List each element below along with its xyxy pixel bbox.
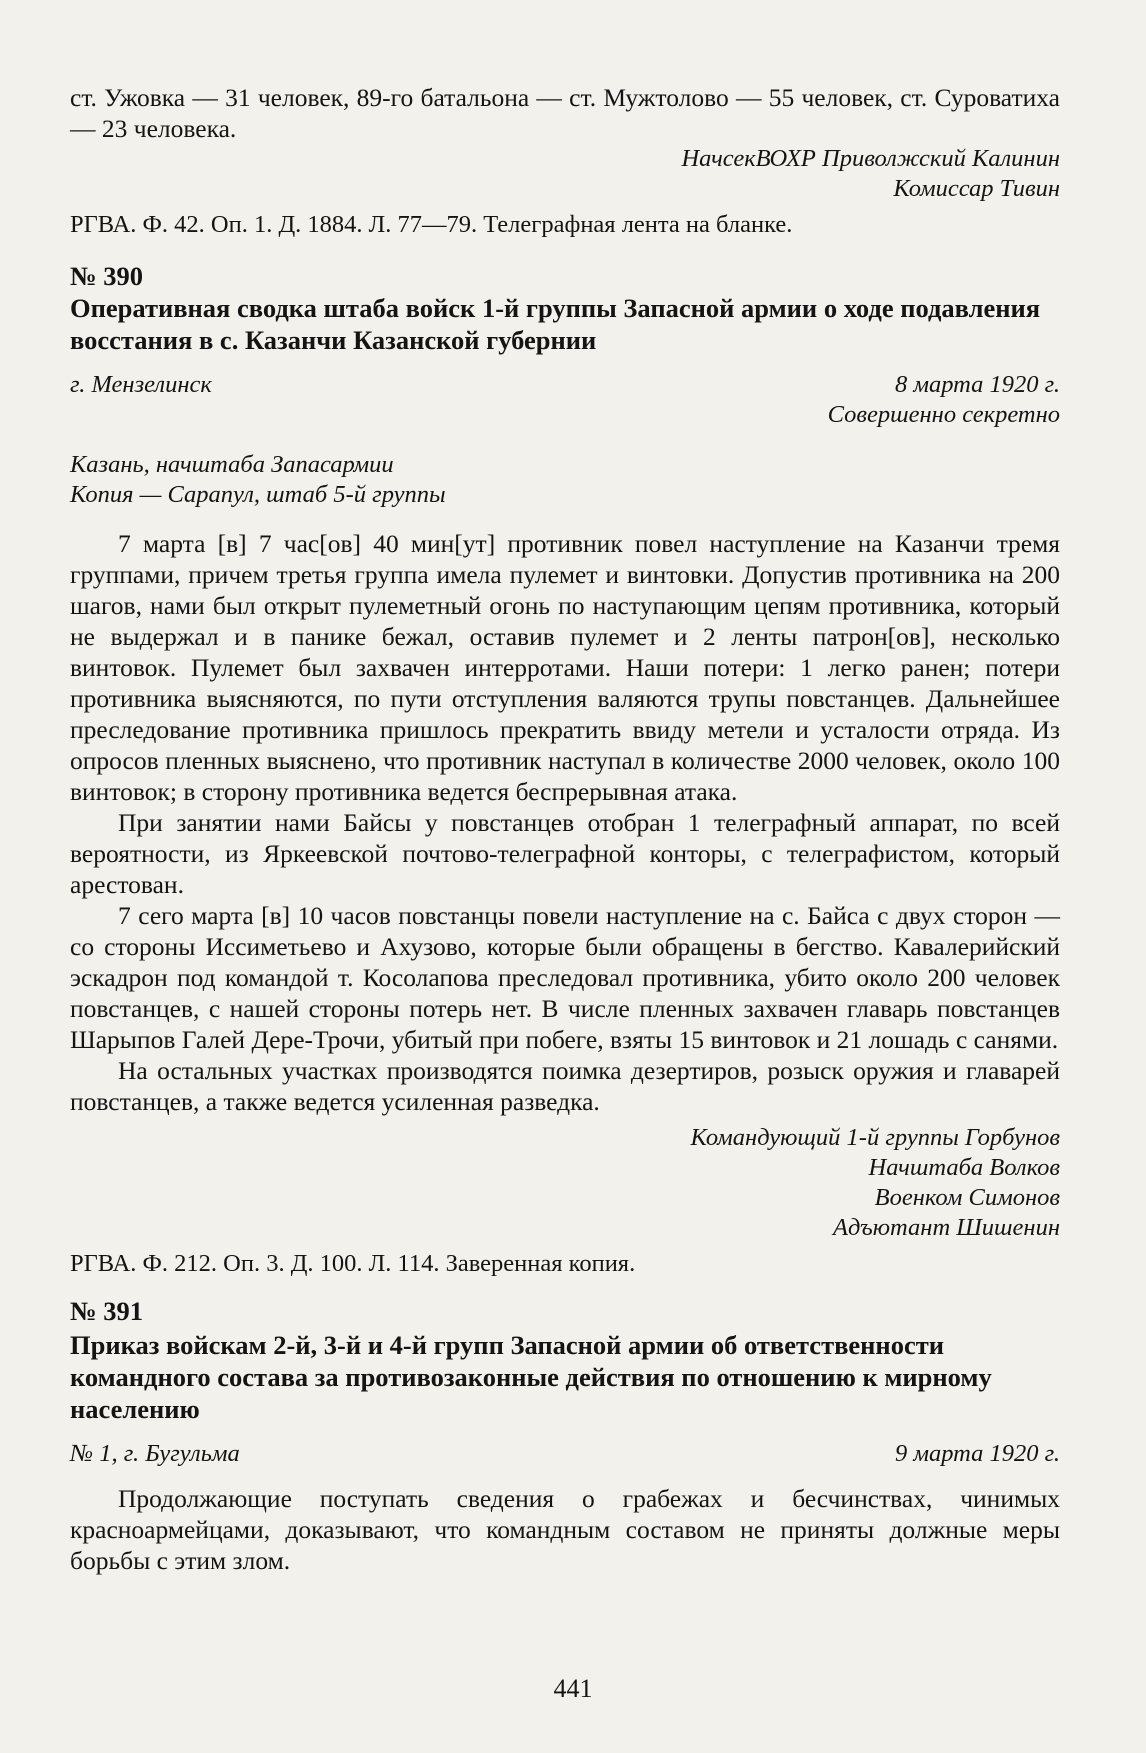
doc391-date: 9 марта 1920 г. — [894, 1440, 1060, 1467]
doc390-signature: Адъютант Шишенин — [833, 1214, 1060, 1241]
doc390-paragraph: На остальных участках производятся поимка дезертиров, розыск оружия и главарей повстанцев, а также ведется усиленная разведка. — [70, 1056, 1060, 1116]
doc390-archive-ref: РГВА. Ф. 212. Оп. 3. Д. 100. Л. 114. Заверенная копия. — [70, 1250, 636, 1277]
doc389-tail-text: ст. Ужовка — 31 человек, 89-го батальона — ст. Мужтолово — 55 человек, ст. Суроватиха — 23 человека. — [70, 83, 1060, 143]
doc390-signature: Начштаба Волков — [868, 1154, 1060, 1181]
page-content — [70, 82, 1060, 1576]
doc389-signature-1: НачсекВОХР Приволжский Калинин — [681, 145, 1060, 172]
doc390-signature: Военком Симонов — [874, 1184, 1060, 1211]
doc390-signature: Командующий 1-й группы Горбунов — [690, 1124, 1060, 1151]
doc390-number: № 390 — [70, 261, 144, 291]
doc391-title: Приказ войскам 2-й, 3-й и 4-й групп Запасной армии об ответственности командного состава за противозаконные действия по отношению к мирному населению — [70, 1330, 992, 1424]
doc389-signature-2: Комиссар Тивин — [893, 175, 1060, 202]
doc389-archive-ref: РГВА. Ф. 42. Оп. 1. Д. 1884. Л. 77—79. Телеграфная лента на бланке. — [70, 211, 793, 238]
doc390-paragraph: При занятии нами Байсы у повстанцев отобран 1 телеграфный аппарат, по всей вероятности, из Яркеевской почтово-телеграфной конторы, с телеграфистом, который арестован. — [70, 808, 1060, 899]
doc390-place-date-row — [70, 370, 1060, 400]
page-number: 441 — [553, 1674, 593, 1703]
doc391-paragraph: Продолжающие поступать сведения о грабежах и бесчинствах, чинимых красноармейцами, доказывают, что командным составом не приняты должные меры борьбы с этим злом. — [70, 1484, 1060, 1575]
doc390-title: Оперативная сводка штаба войск 1-й группы Запасной армии о ходе подавления восстания в с. Казанчи Казанской губернии — [70, 293, 1041, 355]
doc390-address-2: Копия — Сарапул, штаб 5-й группы — [70, 481, 446, 508]
doc391-place-date-row — [70, 1439, 1060, 1469]
doc390-date: 8 марта 1920 г. — [894, 371, 1060, 398]
doc391-place: № 1, г. Бугульма — [70, 1440, 240, 1467]
doc390-paragraph: 7 сего марта [в] 10 часов повстанцы повели наступление на с. Байса с двух сторон — со стороны Иссиметьево и Ахузово, которые были обращены в бегство. Кавалерийский эскадрон под командой т. Косолапова преследовал противника, убито около 200 человек повстанцев, с нашей стороны потерь нет. В числе пленных захвачен главарь повстанцев Шарыпов Галей Дере-Трочи, убитый при побеге, взяты 15 винтовок и 21 лошадь с санями. — [70, 901, 1060, 1054]
doc390-classification: Совершенно секретно — [827, 401, 1060, 428]
doc390-place: г. Мензелинск — [70, 371, 212, 398]
doc390-paragraph: 7 марта [в] 7 час[ов] 40 мин[ут] противник повел наступление на Казанчи тремя группами, причем третья группа имела пулемет и винтовки. Допустив противника на 200 шагов, нами был открыт пулеметный огонь по наступающим цепям противника, который не выдержал и в панике бежал, оставив пулемет и 2 ленты патрон[ов], несколько винтовок. Пулемет был захвачен интерротами. Наши потери: 1 легко ранен; потери противника выясняются, по пути отступления валяются трупы повстанцев. Дальнейшее преследование противника пришлось прекратить ввиду метели и усталости отряда. Из опросов пленных выяснено, что противник наступал в количестве 2000 человек, около 100 винтовок; в сторону противника ведется беспрерывная атака. — [70, 529, 1060, 806]
doc391-number: № 391 — [70, 1296, 144, 1326]
doc390-address-1: Казань, начштаба Запасармии — [70, 451, 394, 478]
